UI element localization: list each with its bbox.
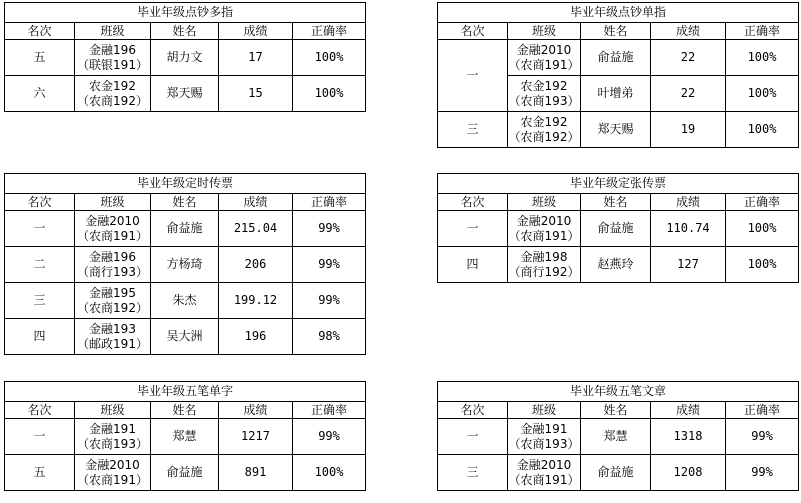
score-cell: 215.04	[219, 211, 293, 247]
name-cell: 吴大洲	[151, 319, 219, 355]
class-secondary: （联银191）	[77, 57, 148, 72]
table-row	[5, 319, 366, 355]
class-cell	[75, 247, 151, 283]
class-secondary: （农商192）	[77, 300, 148, 315]
class-primary: 金融191	[89, 421, 136, 436]
table-title: 毕业年级定张传票	[438, 174, 799, 194]
header-accuracy: 正确率	[293, 402, 366, 419]
rank-cell: 四	[5, 319, 75, 355]
header-name: 姓名	[151, 402, 219, 419]
rank-cell: 六	[5, 76, 75, 112]
table-title: 毕业年级定时传票	[5, 174, 366, 194]
rank-cell: 一	[438, 211, 508, 247]
class-primary: 金融2010	[516, 213, 572, 228]
class-secondary: （农商191）	[77, 228, 148, 243]
table-row	[438, 211, 799, 247]
table-title: 毕业年级五笔单字	[5, 382, 366, 402]
class-primary: 金融2010	[85, 213, 140, 228]
class-cell	[75, 455, 151, 491]
header-score: 成绩	[219, 194, 293, 211]
header-class: 班级	[75, 402, 151, 419]
table-row	[438, 247, 799, 283]
table-row	[438, 40, 799, 76]
table-title: 毕业年级点钞单指	[438, 3, 799, 23]
table-banknote-multi-finger	[4, 2, 365, 112]
accuracy-cell: 100%	[726, 247, 799, 283]
table-row	[438, 419, 799, 455]
score-cell: 1208	[651, 455, 726, 491]
score-cell: 196	[219, 319, 293, 355]
header-score: 成绩	[219, 402, 293, 419]
class-primary: 金融193	[89, 321, 136, 336]
score-cell: 22	[651, 40, 726, 76]
class-secondary: （农商191）	[508, 472, 580, 487]
score-cell: 110.74	[651, 211, 726, 247]
header-class: 班级	[508, 402, 581, 419]
header-class: 班级	[508, 194, 581, 211]
name-cell: 郑慧	[581, 419, 651, 455]
header-rank: 名次	[438, 194, 508, 211]
accuracy-cell: 99%	[726, 419, 799, 455]
name-cell: 郑天赐	[581, 112, 651, 148]
table-wubi-single-char	[4, 381, 365, 491]
accuracy-cell: 100%	[726, 112, 799, 148]
class-primary: 农金192	[520, 114, 568, 129]
table-row	[5, 247, 366, 283]
class-cell	[508, 455, 581, 491]
class-secondary: （农商193）	[508, 93, 580, 108]
name-cell: 俞益施	[151, 211, 219, 247]
header-class: 班级	[75, 194, 151, 211]
name-cell: 郑天赐	[151, 76, 219, 112]
header-class: 班级	[75, 23, 151, 40]
class-secondary: （农商191）	[77, 472, 148, 487]
header-score: 成绩	[651, 194, 726, 211]
rank-cell: 三	[5, 283, 75, 319]
header-rank: 名次	[5, 194, 75, 211]
score-cell: 127	[651, 247, 726, 283]
class-secondary: （农商192）	[508, 129, 580, 144]
table-banknote-single-finger	[437, 2, 798, 148]
rank-cell: 一	[438, 419, 508, 455]
name-cell: 叶增弟	[581, 76, 651, 112]
accuracy-cell: 99%	[293, 247, 366, 283]
class-cell	[75, 283, 151, 319]
class-secondary: （农商193）	[77, 436, 148, 451]
score-cell: 15	[219, 76, 293, 112]
header-accuracy: 正确率	[293, 194, 366, 211]
table-row	[5, 76, 366, 112]
header-rank: 名次	[5, 402, 75, 419]
score-cell: 891	[219, 455, 293, 491]
accuracy-cell: 100%	[293, 76, 366, 112]
rank-cell: 三	[438, 112, 508, 148]
table-fixed-count-voucher	[437, 173, 798, 283]
header-accuracy: 正确率	[726, 23, 799, 40]
table-timed-voucher	[4, 173, 365, 355]
rank-cell: 一	[5, 211, 75, 247]
class-cell	[508, 112, 581, 148]
accuracy-cell: 100%	[293, 455, 366, 491]
class-primary: 金融2010	[85, 457, 140, 472]
score-cell: 206	[219, 247, 293, 283]
name-cell: 俞益施	[581, 211, 651, 247]
header-accuracy: 正确率	[293, 23, 366, 40]
class-primary: 金融2010	[516, 457, 572, 472]
table-row	[5, 455, 366, 491]
table-row	[5, 211, 366, 247]
class-cell	[508, 419, 581, 455]
accuracy-cell: 99%	[293, 211, 366, 247]
class-primary: 金融191	[520, 421, 568, 436]
header-name: 姓名	[151, 194, 219, 211]
class-secondary: （农商193）	[508, 436, 580, 451]
table-row	[438, 112, 799, 148]
header-rank: 名次	[5, 23, 75, 40]
class-primary: 金融2010	[516, 42, 572, 57]
class-secondary: （商行193）	[77, 264, 148, 279]
name-cell: 俞益施	[581, 40, 651, 76]
class-cell	[75, 211, 151, 247]
name-cell: 赵燕玲	[581, 247, 651, 283]
rank-cell: 五	[5, 40, 75, 76]
name-cell: 朱杰	[151, 283, 219, 319]
class-cell	[75, 76, 151, 112]
accuracy-cell: 100%	[293, 40, 366, 76]
rank-cell: 二	[5, 247, 75, 283]
header-name: 姓名	[581, 194, 651, 211]
class-cell	[508, 40, 581, 76]
rank-cell: 五	[5, 455, 75, 491]
score-cell: 22	[651, 76, 726, 112]
rank-cell: 四	[438, 247, 508, 283]
score-cell: 17	[219, 40, 293, 76]
header-class: 班级	[508, 23, 581, 40]
class-cell	[75, 419, 151, 455]
accuracy-cell: 100%	[726, 76, 799, 112]
header-accuracy: 正确率	[726, 402, 799, 419]
name-cell: 方杨琦	[151, 247, 219, 283]
score-cell: 1318	[651, 419, 726, 455]
header-name: 姓名	[151, 23, 219, 40]
header-score: 成绩	[651, 402, 726, 419]
rank-cell: 三	[438, 455, 508, 491]
class-primary: 农金192	[89, 78, 136, 93]
rank-cell: 一	[5, 419, 75, 455]
header-accuracy: 正确率	[726, 194, 799, 211]
class-primary: 金融196	[89, 42, 136, 57]
table-title: 毕业年级点钞多指	[5, 3, 366, 23]
class-cell	[75, 40, 151, 76]
class-primary: 金融196	[89, 249, 136, 264]
score-cell: 19	[651, 112, 726, 148]
header-name: 姓名	[581, 402, 651, 419]
class-secondary: （邮政191）	[77, 336, 148, 351]
class-primary: 农金192	[520, 78, 568, 93]
accuracy-cell: 99%	[293, 419, 366, 455]
header-rank: 名次	[438, 402, 508, 419]
class-secondary: （农商191）	[508, 228, 580, 243]
name-cell: 俞益施	[581, 455, 651, 491]
header-rank: 名次	[438, 23, 508, 40]
table-title: 毕业年级五笔文章	[438, 382, 799, 402]
class-cell	[508, 76, 581, 112]
name-cell: 俞益施	[151, 455, 219, 491]
name-cell: 胡力文	[151, 40, 219, 76]
accuracy-cell: 98%	[293, 319, 366, 355]
class-primary: 金融198	[520, 249, 568, 264]
class-secondary: （农商191）	[508, 57, 580, 72]
header-score: 成绩	[651, 23, 726, 40]
rank-cell: 一	[438, 40, 508, 112]
name-cell: 郑慧	[151, 419, 219, 455]
score-cell: 1217	[219, 419, 293, 455]
table-row	[5, 283, 366, 319]
accuracy-cell: 99%	[293, 283, 366, 319]
table-row	[5, 419, 366, 455]
header-name: 姓名	[581, 23, 651, 40]
class-cell	[508, 247, 581, 283]
table-row	[5, 40, 366, 76]
class-secondary: （商行192）	[508, 264, 580, 279]
class-cell	[75, 319, 151, 355]
class-primary: 金融195	[89, 285, 136, 300]
accuracy-cell: 100%	[726, 40, 799, 76]
accuracy-cell: 99%	[726, 455, 799, 491]
class-secondary: （农商192）	[77, 93, 148, 108]
table-row	[438, 455, 799, 491]
table-wubi-article	[437, 381, 798, 491]
accuracy-cell: 100%	[726, 211, 799, 247]
header-score: 成绩	[219, 23, 293, 40]
class-cell	[508, 211, 581, 247]
score-cell: 199.12	[219, 283, 293, 319]
